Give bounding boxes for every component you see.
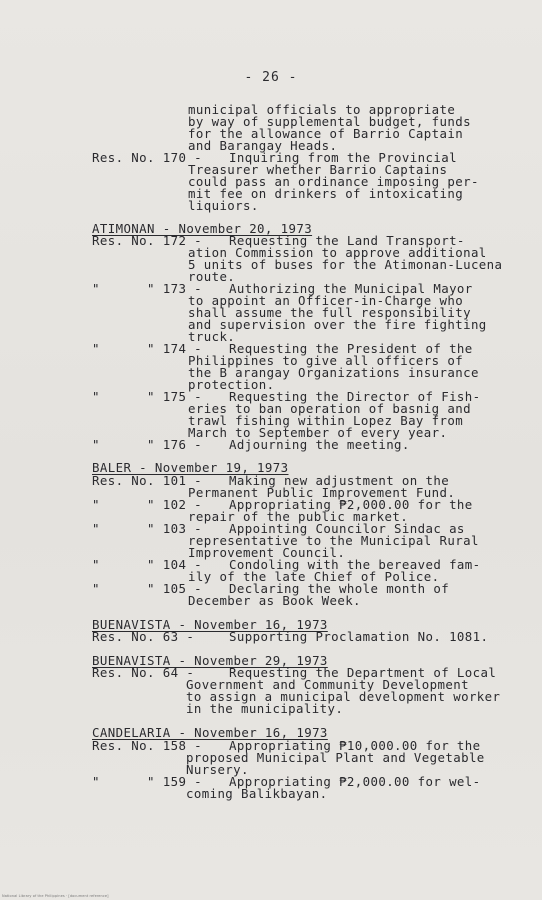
resolution-label: Res. No. 64 -	[92, 665, 195, 680]
resolution-text: Appointing Councilor Sindac as	[229, 521, 465, 536]
section-heading-baler: BALER - November 19, 1973	[92, 460, 289, 475]
resolution-text: truck.	[188, 329, 236, 344]
resolution-text: Authorizing the Municipal Mayor	[229, 281, 473, 296]
resolution-text: eries to ban operation of basnig and	[188, 401, 471, 416]
resolution-text: December as Book Week.	[188, 593, 361, 608]
resolution-label: " " 105 -	[92, 581, 203, 596]
resolution-text: ily of the late Chief of Police.	[188, 569, 440, 584]
resolution-text: and supervision over the fire fighting	[188, 317, 487, 332]
resolution-text: March to September of every year.	[188, 425, 448, 440]
resolution-text: in the municipality.	[186, 701, 344, 716]
resolution-text: to assign a municipal development worker	[186, 689, 501, 704]
resolution-text: protection.	[188, 377, 275, 392]
resolution-text: Requesting the President of the	[229, 341, 473, 356]
resolution-text: Requesting the Director of Fish-	[229, 389, 481, 404]
resolution-label: Res. No. 158 -	[92, 738, 203, 753]
resolution-text: Inquiring from the Provincial	[229, 150, 457, 165]
resolution-text: coming Balikbayan.	[186, 786, 328, 801]
section-heading-buenavista: BUENAVISTA - November 16, 1973	[92, 617, 328, 632]
resolution-text: liquiors.	[188, 198, 259, 213]
resolution-text: Condoling with the bereaved fam-	[229, 557, 481, 572]
resolution-text: Government and Community Development	[186, 677, 469, 692]
resolution-text: mit fee on drinkers of intoxicating	[188, 186, 464, 201]
section-heading-buenavista: BUENAVISTA - November 29, 1973	[92, 653, 328, 668]
resolution-text: route.	[188, 269, 236, 284]
resolution-text: Nursery.	[186, 762, 249, 777]
resolution-label: " " 173 -	[92, 281, 203, 296]
resolution-text: Improvement Council.	[188, 545, 346, 560]
resolution-text: Making new adjustment on the	[229, 473, 450, 488]
resolution-text: Treasurer whether Barrio Captains	[188, 162, 448, 177]
resolution-text: the B arangay Organizations insurance	[188, 365, 479, 380]
resolution-text: ation Commission to approve additional	[188, 245, 487, 260]
resolution-text: Requesting the Land Transport-	[229, 233, 465, 248]
resolution-label: " " 102 -	[92, 497, 203, 512]
resolution-label: " " 175 -	[92, 389, 203, 404]
resolution-text: representative to the Municipal Rural	[188, 533, 479, 548]
resolution-text: Appropriating ₱2,000.00 for wel-	[229, 774, 481, 789]
resolution-label: " " 174 -	[92, 341, 203, 356]
resolution-text: proposed Municipal Plant and Vegetable	[186, 750, 485, 765]
resolution-label: " " 104 -	[92, 557, 203, 572]
resolution-text: to appoint an Officer-in-Charge who	[188, 293, 464, 308]
resolution-text: Permanent Public Improvement Fund.	[188, 485, 456, 500]
resolution-text: could pass an ordinance imposing per-	[188, 174, 479, 189]
intro-line: by way of supplemental budget, funds	[188, 114, 471, 129]
resolution-text: trawl fishing within Lopez Bay from	[188, 413, 464, 428]
resolution-label: " " 103 -	[92, 521, 203, 536]
resolution-text: Appropriating ₱10,000.00 for the	[229, 738, 481, 753]
resolution-label: " " 159 -	[92, 774, 203, 789]
resolution-text: Requesting the Department of Local	[229, 665, 497, 680]
section-heading-atimonan: ATIMONAN - November 20, 1973	[92, 221, 313, 236]
resolution-text: Supporting Proclamation No. 1081.	[229, 629, 489, 644]
resolution-text: Declaring the whole month of	[229, 581, 450, 596]
resolution-label: Res. No. 170 -	[92, 150, 203, 165]
resolution-label: Res. No. 63 -	[92, 629, 195, 644]
intro-line: and Barangay Heads.	[188, 138, 338, 153]
resolution-text: Adjourning the meeting.	[229, 437, 410, 452]
archive-footer: National Library of the Philippines · [document reference]	[2, 894, 109, 898]
section-heading-candelaria: CANDELARIA - November 16, 1973	[92, 725, 328, 740]
intro-line: for the allowance of Barrio Captain	[188, 126, 464, 141]
resolution-text: Philippines to give all officers of	[188, 353, 464, 368]
page-number: - 26 -	[244, 70, 298, 85]
resolution-text: Appropriating ₱2,000.00 for the	[229, 497, 473, 512]
resolution-text: shall assume the full responsibility	[188, 305, 471, 320]
intro-line: municipal officials to appropriate	[188, 102, 456, 117]
resolution-text: repair of the public market.	[188, 509, 409, 524]
resolution-label: " " 176 -	[92, 437, 203, 452]
resolution-label: Res. No. 172 -	[92, 233, 203, 248]
resolution-text: 5 units of buses for the Atimonan-Lucena	[188, 257, 503, 272]
resolution-label: Res. No. 101 -	[92, 473, 203, 488]
